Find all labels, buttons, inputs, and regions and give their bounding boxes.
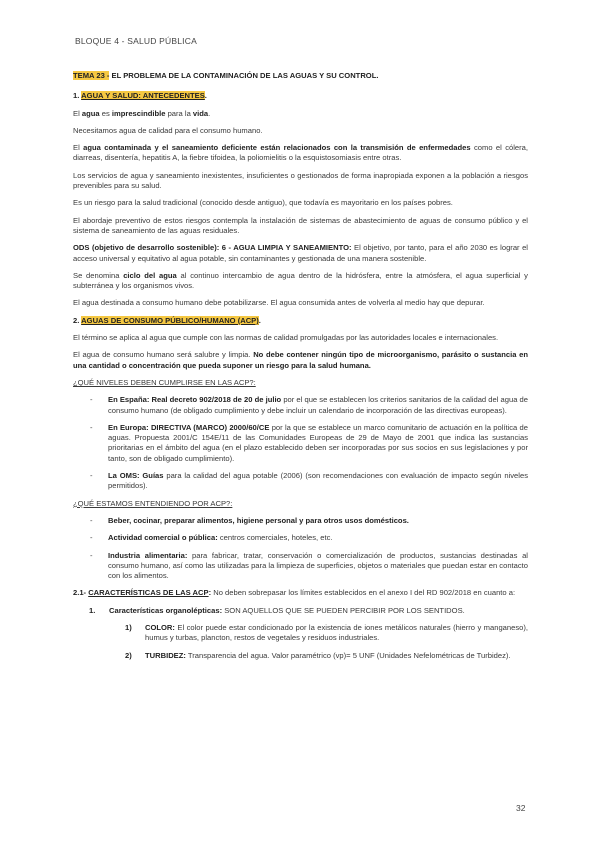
list-item: - La OMS: Guías para la calidad del agua potable (2006) (son recomendaciones con evaluación de impacto según niveles permitidos). — [73, 471, 528, 492]
punct: . — [258, 315, 261, 325]
tema-label: TEMA 23 - — [73, 71, 110, 80]
section-2-title: AGUAS DE CONSUMO PÚBLICO/HUMANO (ACP) — [81, 315, 259, 325]
subsection-2-1: 2.1- CARACTERÍSTICAS DE LAS ACP: No deben sobrepasar los límites establecidos en el anexo I del RD 902/2018 en cuanto a: — [73, 588, 516, 598]
section-2-heading — [73, 316, 528, 326]
paragraph: El abordaje preventivo de estos riesgos contempla la instalación de sistemas de abastecimiento de aguas de consumo público y el sistema de saneamiento de las aguas residuales. — [73, 215, 528, 235]
sub-numbered-item: 1) COLOR: El color puede estar condicionado por la existencia de iones metálicos naturales (hierro y manganeso), humus y turbas, plancton, restos de vegetales y residuos industriales. — [125, 622, 528, 643]
punct: . — [204, 91, 207, 101]
section-number: 2. — [73, 315, 82, 325]
question-heading: ¿QUÉ ESTAMOS ENTENDIENDO POR ACP?: — [73, 498, 233, 508]
document-title — [73, 71, 528, 81]
list-item: - En España: Real decreto 902/2018 de 20 de julio por el que se establecen los criterios sanitarios de la calidad del agua de consumo humano (de obligado cumplimiento y debe incluir un calendario de incorporación de las directivas europeas). — [73, 395, 528, 416]
list-item: - Actividad comercial o pública: centros comerciales, hoteles, etc. — [73, 533, 528, 543]
paragraph: Es un riesgo para la salud tradicional (conocido desde antiguo), que todavía es mayoritario en los países pobres. — [73, 198, 453, 208]
paragraph: Necesitamos agua de calidad para el consumo humano. — [73, 125, 263, 135]
subsection-title: CARACTERÍSTICAS DE LAS ACP — [88, 588, 209, 598]
running-header: BLOQUE 4 - SALUD PÚBLICA — [75, 36, 197, 46]
paragraph: El agua contaminada y el saneamiento deficiente están relacionados con la transmisión de enfermedades como el cólera, diarreas, disentería, hepatitis A, la fiebre tifoidea, la poliomielitis o la esquistosomiasis entre otras. — [73, 143, 529, 163]
numbered-item: 1. Características organolépticas: SON AQUELLOS QUE SE PUEDEN PERCIBIR POR LOS SENTIDOS. — [89, 605, 465, 615]
paragraph: Los servicios de agua y saneamiento inexistentes, insuficientes o gestionados de forma inapropiada exponen a la población a riesgos prevenibles para su salud. — [73, 170, 528, 191]
paragraph: Se denomina ciclo del agua al continuo intercambio de agua dentro de la hidrósfera, entre la atmósfera, el agua superficial y subterránea y los organismos vivos. — [73, 270, 528, 291]
list-item: - Beber, cocinar, preparar alimentos, higiene personal y para otros usos domésticos. — [73, 516, 528, 526]
sub-numbered-item: 2) TURBIDEZ: Transparencia del agua. Valor paramétrico (vp)= 5 UNF (Unidades Nefelométricas de Turbidez). — [125, 650, 511, 660]
page-number: 32 — [516, 803, 526, 813]
paragraph: ODS (objetivo de desarrollo sostenible): 6 - AGUA LIMPIA Y SANEAMIENTO: El objetivo, por tanto, para el año 2030 es lograr el acceso universal y equitativo al agua potable, sin contaminantes y gestionada de una manera sostenible. — [73, 243, 528, 263]
section-1-title: AGUA Y SALUD: ANTECEDENTES — [81, 91, 205, 101]
paragraph: El agua es imprescindible para la vida. — [73, 108, 211, 118]
paragraph: El agua destinada a consumo humano debe potabilizarse. El agua consumida antes de volverla al medio hay que depurar. — [73, 298, 485, 308]
section-number: 1. — [73, 91, 82, 101]
title-text: EL PROBLEMA DE LA CONTAMINACIÓN DE LAS AGUAS Y SU CONTROL. — [109, 71, 379, 80]
list-item: - En Europa: DIRECTIVA (MARCO) 2000/60/CE por la que se establece un marco comunitario de actuación en la política de aguas. Propuesta 2001/C 154E/11 de las Comunidades Europeas de 29 de Mayo de 2001 que indica las sustancias prioritarias en el ámbito del agua (en el plazo establecido deben ser incorporadas por sus socios en sus legislaciones y por tanto, son de obligado cumplimiento). — [73, 423, 528, 464]
question-heading: ¿QUÉ NIVELES DEBEN CUMPLIRSE EN LAS ACP?: — [73, 377, 256, 387]
paragraph: El agua de consumo humano será salubre y limpia. No debe contener ningún tipo de microorganismo, parásito o sustancia en una cantidad o concentración que pueda suponer un riesgo para la salud humana. — [73, 350, 528, 370]
section-1-heading — [73, 91, 528, 101]
list-item: - Industria alimentaria: para fabricar, tratar, conservación o comercialización de productos, sustancias destinadas al consumo humano, así como las utilizadas para la limpieza de superficies, objetos o materiales que puedan estar en contacto con los alimentos. — [73, 551, 528, 582]
paragraph: El término se aplica al agua que cumple con las normas de calidad promulgadas por las autoridades locales e internacionales. — [73, 333, 499, 343]
page-content — [73, 71, 528, 668]
